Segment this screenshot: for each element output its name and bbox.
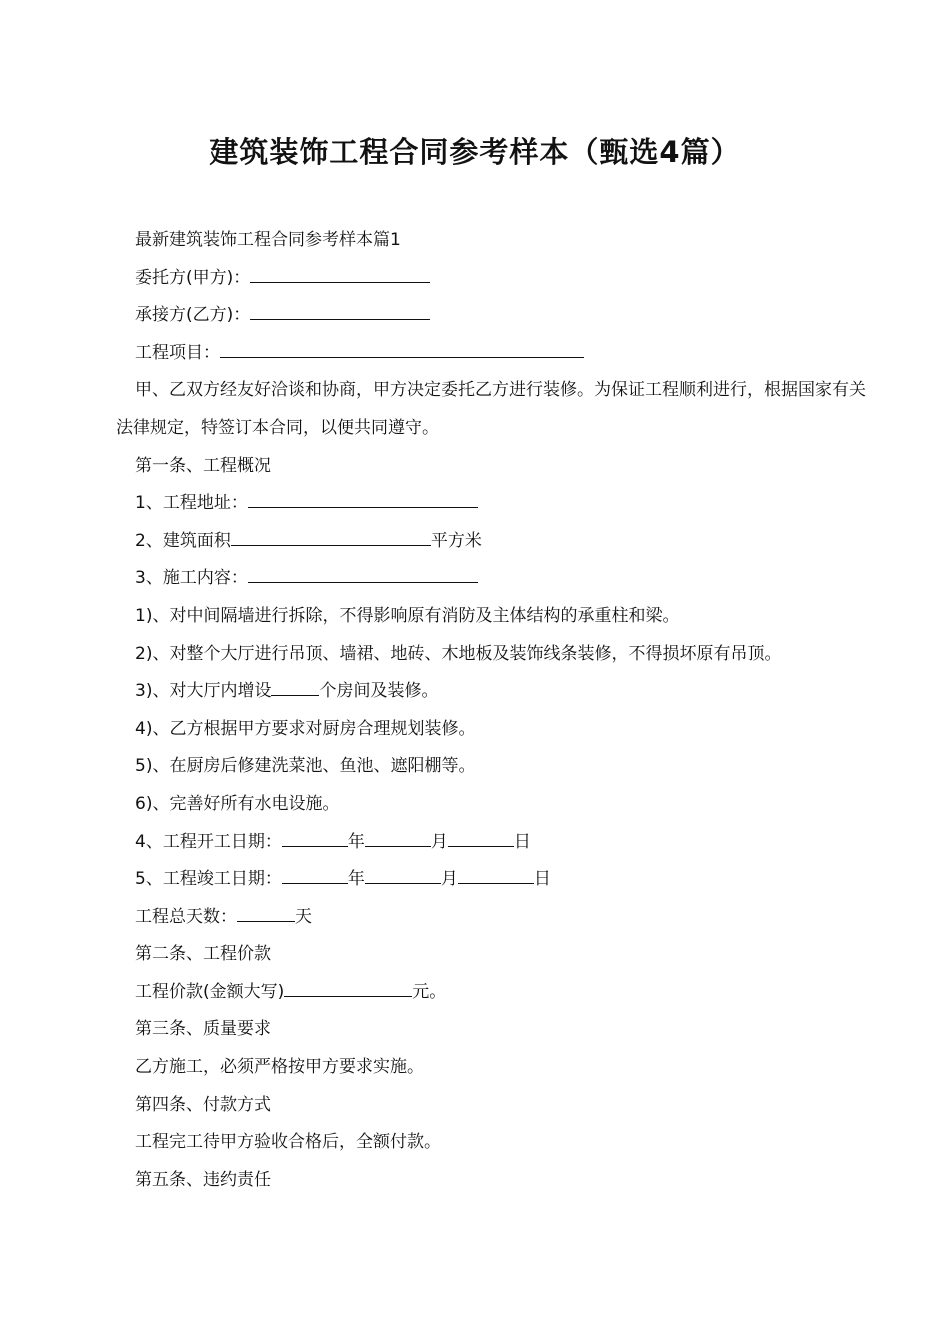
content-blank <box>248 560 478 583</box>
article-5-heading: 第五条、违约责任 <box>135 1169 271 1190</box>
start-day-label: 日 <box>513 831 531 852</box>
article-4-heading: 第四条、付款方式 <box>135 1094 271 1115</box>
payment-text: 工程完工待甲方验收合格后，全额付款。 <box>135 1132 441 1153</box>
price-label: 工程价款(金额大写) <box>135 981 285 1002</box>
article-1-heading: 第一条、工程概况 <box>135 455 271 476</box>
price-unit: 元。 <box>412 981 447 1002</box>
item-1: 1)、对中间隔墙进行拆除，不得影响原有消防及主体结构的承重柱和梁。 <box>135 605 680 626</box>
content-line <box>116 560 866 598</box>
end-year-blank <box>282 861 348 884</box>
item-4: 4)、乙方根据甲方要求对厨房合理规划装修。 <box>135 718 476 739</box>
end-day-label: 日 <box>533 869 551 890</box>
party-b-line <box>116 297 866 335</box>
item-5: 5)、在厨房后修建洗菜池、鱼池、遮阳棚等。 <box>135 756 476 777</box>
item-3-suffix: 个房间及装修。 <box>319 681 439 702</box>
section-heading: 最新建筑装饰工程合同参考样本篇1 <box>135 230 401 250</box>
area-unit: 平方米 <box>430 530 482 551</box>
item-2: 2)、对整个大厅进行吊顶、墙裙、地砖、木地板及装饰线条装修，不得损坏原有吊顶。 <box>135 643 782 664</box>
start-day-blank <box>448 824 514 847</box>
start-month-label: 月 <box>430 831 448 852</box>
party-a-line <box>116 260 866 298</box>
total-days-line <box>116 899 866 937</box>
party-a-blank <box>250 260 430 283</box>
item-6: 6)、完善好所有水电设施。 <box>135 793 340 814</box>
price-blank <box>284 974 412 997</box>
party-b-blank <box>250 297 430 320</box>
project-blank <box>220 335 584 358</box>
content-label: 3、施工内容： <box>135 568 248 589</box>
start-date-line <box>116 824 866 862</box>
address-label: 1、工程地址： <box>135 493 248 514</box>
end-month-label: 月 <box>440 869 458 890</box>
total-days-unit: 天 <box>295 906 312 927</box>
intro-paragraph: 甲、乙双方经友好洽谈和协商，甲方决定委托乙方进行装修。为保证工程顺利进行，根据国家有关法律规定，特签订本合同，以便共同遵守。 <box>116 380 866 438</box>
area-label: 2、建筑面积 <box>135 530 231 551</box>
price-line <box>116 974 866 1012</box>
start-year-blank <box>282 824 348 847</box>
party-a-label: 委托方(甲方)： <box>135 267 251 288</box>
document-body <box>116 222 866 1199</box>
start-month-blank <box>365 824 431 847</box>
address-line <box>116 485 866 523</box>
total-days-label: 工程总天数： <box>135 906 237 927</box>
party-b-label: 承接方(乙方)： <box>135 305 251 326</box>
start-date-label: 4、工程开工日期： <box>135 831 282 852</box>
end-date-line <box>116 861 866 899</box>
end-day-blank <box>458 861 534 884</box>
item-3 <box>116 673 866 711</box>
article-2-heading: 第二条、工程价款 <box>135 944 271 965</box>
end-year-label: 年 <box>347 869 365 890</box>
area-blank <box>231 523 431 546</box>
area-line <box>116 523 866 561</box>
end-date-label: 5、工程竣工日期： <box>135 869 282 890</box>
item-3-prefix: 3)、对大厅内增设 <box>135 681 272 702</box>
project-label: 工程项目： <box>135 342 220 363</box>
end-month-blank <box>365 861 441 884</box>
project-line <box>116 335 866 373</box>
document-title: 建筑装饰工程合同参考样本（甄选4篇） <box>209 135 741 169</box>
total-days-blank <box>237 899 295 922</box>
address-blank <box>248 485 478 508</box>
quality-text: 乙方施工，必须严格按甲方要求实施。 <box>135 1057 424 1078</box>
start-year-label: 年 <box>347 831 365 852</box>
rooms-blank <box>271 673 319 696</box>
article-3-heading: 第三条、质量要求 <box>135 1019 271 1040</box>
